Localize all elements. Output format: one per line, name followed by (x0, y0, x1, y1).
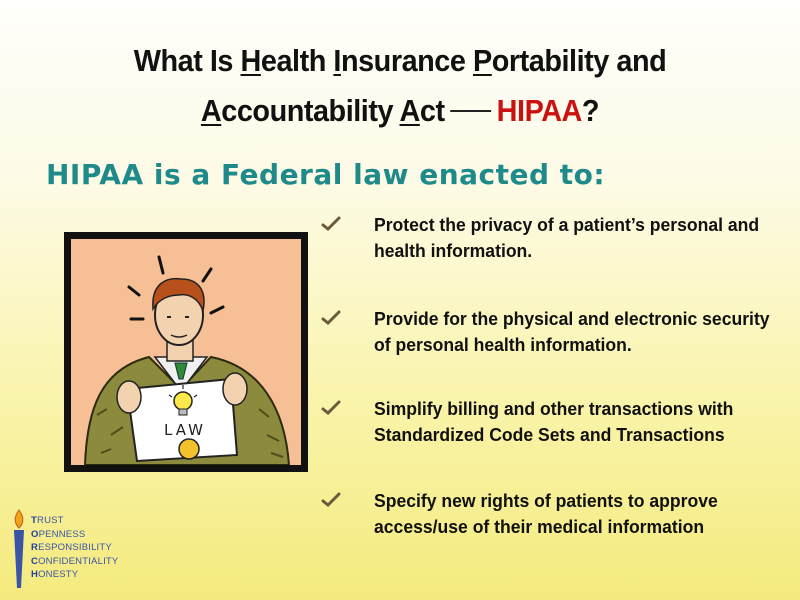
title-segment: A (399, 93, 420, 128)
title-segment: P (472, 43, 492, 78)
title-segment: What Is (133, 43, 241, 78)
title-segment: A (200, 93, 222, 128)
checkmark-icon (320, 216, 342, 232)
bullet-item (318, 306, 788, 358)
checkmark-icon (320, 492, 342, 508)
title-line-1 (84, 36, 716, 86)
bullet-item (318, 488, 788, 540)
torch-icon (10, 508, 28, 592)
values-badge (6, 504, 130, 594)
value-word: HONESTY (31, 569, 79, 581)
title-question-mark: ? (581, 93, 600, 128)
law-illustration (64, 232, 308, 472)
bullet-text: Provide for the physical and electronic security of personal health information. (374, 308, 770, 355)
title-line-2 (84, 86, 716, 136)
subtitle: HIPAA is a Federal law enacted to: (46, 158, 606, 191)
value-word: RESPONSIBILITY (31, 542, 112, 554)
slide-title (84, 36, 716, 136)
values-list (31, 514, 118, 582)
value-word: TRUST (31, 515, 64, 526)
checkmark-icon (320, 310, 342, 326)
value-word: CONFIDENTIALITY (31, 555, 119, 567)
title-segment: ortability and (491, 43, 667, 78)
title-acronym: HIPAA (496, 93, 582, 128)
title-segment: I (333, 43, 341, 78)
checkmark-icon (320, 400, 342, 416)
title-segment: H (240, 43, 261, 78)
title-dash (450, 110, 491, 112)
value-word: OPENNESS (31, 528, 86, 540)
bullet-item (318, 396, 788, 448)
title-segment: ct (419, 93, 445, 128)
bullet-text: Simplify billing and other transactions with Standardized Code Sets and Transactions (374, 398, 734, 445)
bullet-text: Specify new rights of patients to approve access/use of their medical information (374, 490, 718, 537)
title-segment: ccountability (221, 93, 400, 128)
document-law-text: LAW (164, 421, 206, 439)
title-segment: nsurance (340, 43, 473, 78)
bullet-text: Protect the privacy of a patient’s personal and health information. (374, 214, 760, 261)
bullet-item (318, 212, 788, 264)
title-segment: ealth (260, 43, 334, 78)
man-holding-law-document-icon (71, 239, 301, 465)
